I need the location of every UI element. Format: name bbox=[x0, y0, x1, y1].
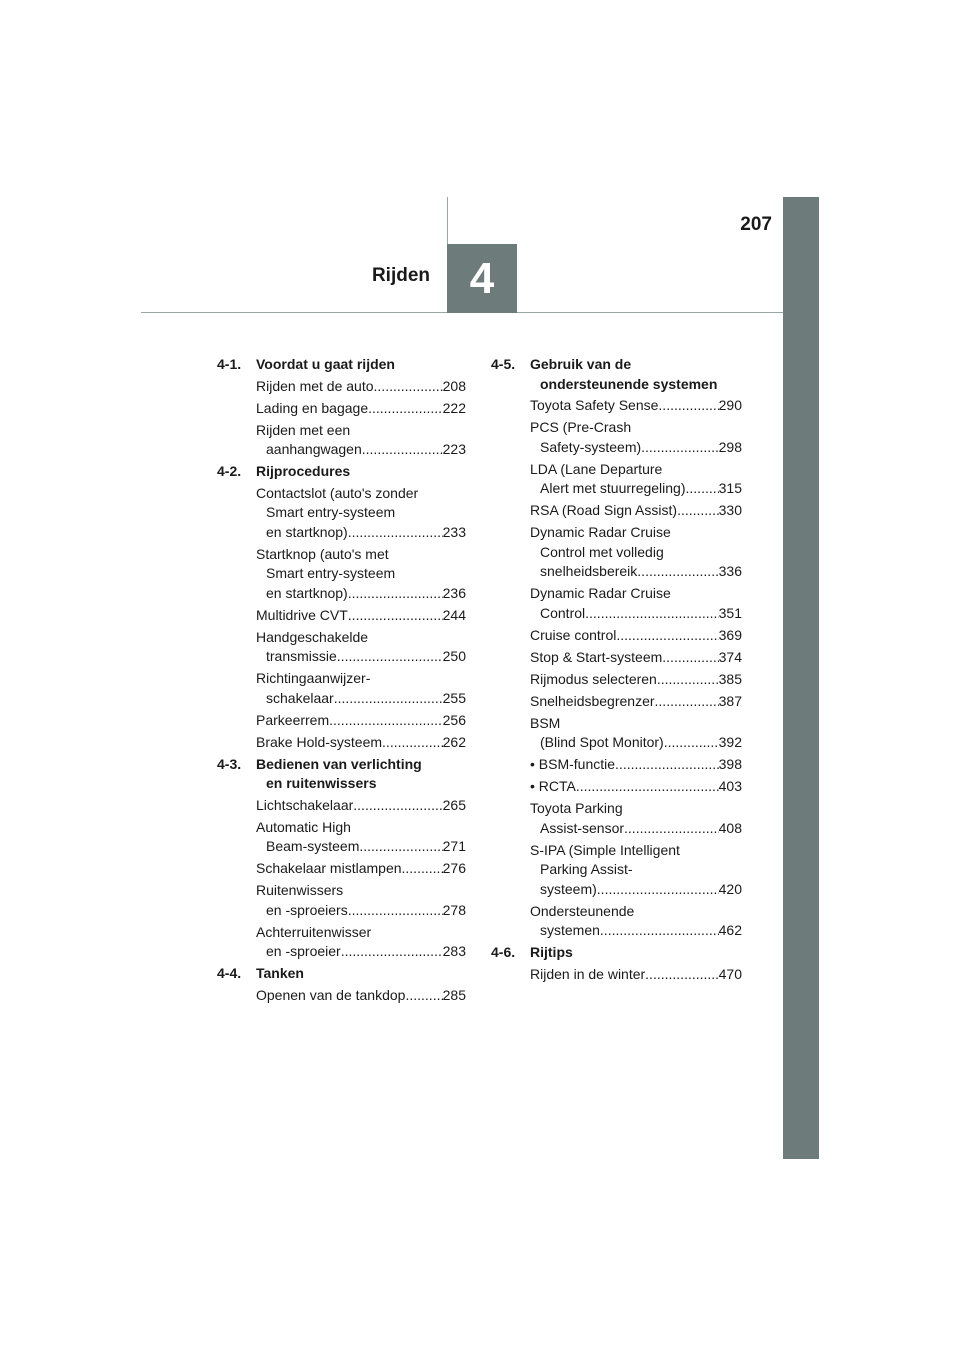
toc-entry-line bbox=[530, 880, 742, 900]
toc-entry-line bbox=[530, 819, 742, 839]
entry-page-number: 283 bbox=[442, 943, 466, 959]
chapter-title: Rijden bbox=[371, 265, 430, 286]
toc-entry[interactable] bbox=[256, 733, 466, 753]
toc-entry[interactable] bbox=[530, 584, 742, 623]
entry-text: Rijmodus selecteren bbox=[530, 670, 657, 687]
toc-entry-line bbox=[530, 755, 742, 775]
entry-text: en -sproeier bbox=[266, 943, 341, 959]
entry-page-number: 250 bbox=[442, 648, 466, 664]
toc-section-heading bbox=[217, 755, 466, 794]
toc-entry-line bbox=[530, 501, 742, 521]
chapter-side-tab bbox=[783, 197, 819, 1159]
dot-leader bbox=[353, 796, 442, 816]
toc-entry-line bbox=[256, 377, 466, 397]
toc-section-heading bbox=[217, 355, 466, 375]
toc-entry-line bbox=[530, 777, 742, 797]
toc-entry[interactable] bbox=[256, 881, 466, 920]
entry-text: Cruise control bbox=[530, 626, 617, 643]
toc-entry-line bbox=[256, 733, 466, 753]
dot-leader bbox=[368, 399, 443, 419]
entry-text: Ondersteunende bbox=[530, 902, 635, 919]
section-title bbox=[530, 355, 742, 394]
toc-entry[interactable] bbox=[256, 399, 466, 419]
dot-leader bbox=[637, 562, 718, 582]
entry-page-number: 255 bbox=[442, 689, 466, 706]
toc-entry-line bbox=[530, 921, 742, 941]
entry-text: • RCTA bbox=[530, 778, 576, 794]
entry-text: Toyota Parking bbox=[530, 800, 623, 816]
toc-entry[interactable] bbox=[530, 755, 742, 775]
dot-leader bbox=[677, 501, 719, 521]
dot-leader bbox=[597, 880, 719, 900]
dot-leader bbox=[616, 626, 718, 646]
entry-page-number: 233 bbox=[442, 523, 466, 540]
toc-entry-line bbox=[530, 648, 742, 668]
section-title-line: Bedienen van verlichting bbox=[256, 755, 422, 772]
entry-text: • BSM-functie bbox=[530, 756, 616, 772]
entry-page-number: 276 bbox=[442, 860, 466, 876]
toc-entry[interactable] bbox=[256, 818, 466, 857]
section-title-line: Gebruik van de bbox=[530, 356, 632, 372]
entry-page-number: 265 bbox=[442, 796, 466, 813]
toc-entry-line bbox=[256, 689, 466, 709]
toc-entry-line bbox=[256, 399, 466, 419]
entry-text: Rijden met een bbox=[256, 421, 351, 438]
dot-leader bbox=[662, 648, 718, 668]
toc-section-heading bbox=[491, 355, 742, 394]
toc-entry-line bbox=[256, 647, 466, 667]
entry-text: RSA (Road Sign Assist) bbox=[530, 502, 678, 518]
entry-page-number: 398 bbox=[718, 756, 742, 772]
entry-text: Control bbox=[540, 604, 586, 621]
toc-entry-line bbox=[256, 837, 466, 857]
entry-text: Snelheidsbegrenzer bbox=[530, 692, 655, 709]
entry-page-number: 223 bbox=[442, 441, 466, 457]
section-title-line: Tanken bbox=[256, 965, 304, 981]
dot-leader bbox=[600, 921, 719, 941]
toc-entry-line bbox=[530, 479, 742, 499]
entry-text: systemen bbox=[540, 922, 600, 938]
entry-page-number: 374 bbox=[718, 648, 742, 665]
section-title-line: ondersteunende systemen bbox=[540, 375, 718, 392]
toc-entry-line bbox=[256, 942, 466, 962]
toc-entry[interactable] bbox=[530, 460, 742, 499]
entry-text: en -sproeiers bbox=[266, 901, 348, 918]
dot-leader bbox=[615, 755, 719, 775]
entry-page-number: 387 bbox=[718, 692, 742, 709]
toc-entry-line bbox=[530, 396, 742, 416]
entry-page-number: 222 bbox=[442, 399, 466, 416]
entry-text: Ruitenwissers bbox=[256, 882, 344, 898]
entry-text: Richtingaanwijzer- bbox=[256, 670, 371, 686]
toc-entry[interactable] bbox=[256, 923, 466, 962]
dot-leader bbox=[576, 777, 719, 797]
dot-leader bbox=[334, 689, 443, 709]
dot-leader bbox=[686, 479, 719, 499]
entry-text: Assist-sensor bbox=[540, 819, 625, 836]
entry-text: aanhangwagen bbox=[266, 441, 362, 457]
toc-entry[interactable] bbox=[530, 841, 742, 900]
toc-entry[interactable] bbox=[530, 523, 742, 582]
section-number: 4-4. bbox=[217, 965, 242, 981]
dot-leader bbox=[658, 396, 718, 416]
entry-text: Dynamic Radar Cruise bbox=[530, 585, 671, 601]
toc-entry-line bbox=[256, 523, 466, 543]
toc-entry[interactable] bbox=[530, 670, 742, 690]
entry-text: Brake Hold-systeem bbox=[256, 733, 383, 750]
entry-text: Automatic High bbox=[256, 818, 351, 835]
dot-leader bbox=[664, 733, 719, 753]
entry-page-number: 351 bbox=[718, 604, 742, 621]
entry-page-number: 408 bbox=[718, 819, 742, 836]
dot-leader bbox=[657, 670, 719, 690]
dot-leader bbox=[374, 377, 443, 397]
entry-text: Lading en bagage bbox=[256, 399, 369, 416]
entry-text: Toyota Safety Sense bbox=[530, 397, 659, 413]
entry-page-number: 244 bbox=[442, 606, 466, 623]
toc-entry-line bbox=[530, 562, 742, 582]
section-title bbox=[256, 755, 466, 794]
section-title-line: Voordat u gaat rijden bbox=[256, 356, 395, 372]
toc-entry-line bbox=[530, 692, 742, 712]
entry-text: systeem) bbox=[540, 880, 597, 897]
entry-text: LDA (Lane Departure bbox=[530, 460, 663, 477]
toc-entry[interactable] bbox=[530, 902, 742, 941]
entry-page-number: 385 bbox=[718, 670, 742, 687]
entry-page-number: 336 bbox=[718, 563, 742, 579]
section-title-line: Rijtips bbox=[530, 944, 573, 960]
section-title bbox=[256, 964, 466, 984]
dot-leader bbox=[362, 440, 443, 460]
entry-page-number: 285 bbox=[442, 986, 466, 1003]
dot-leader bbox=[655, 692, 719, 712]
entry-text: Startknop (auto's met bbox=[256, 545, 389, 562]
entry-page-number: 315 bbox=[718, 480, 742, 496]
entry-text: Smart entry-systeem bbox=[266, 504, 396, 520]
toc-left-column bbox=[217, 355, 466, 1008]
toc-entry-line bbox=[530, 733, 742, 753]
entry-page-number: 298 bbox=[718, 438, 742, 455]
toc-entry[interactable] bbox=[256, 986, 466, 1006]
entry-text: Safety-systeem) bbox=[540, 438, 642, 455]
toc-entry[interactable] bbox=[530, 692, 742, 712]
entry-text: en startknop) bbox=[266, 584, 348, 601]
entry-text: Dynamic Radar Cruise bbox=[530, 524, 671, 540]
entry-text: Rijden met de auto bbox=[256, 377, 374, 394]
toc-entry[interactable] bbox=[256, 796, 466, 816]
toc-entry[interactable] bbox=[256, 711, 466, 731]
entry-text: PCS (Pre-Crash bbox=[530, 419, 632, 435]
page-number: 207 bbox=[740, 214, 772, 235]
toc-entry[interactable] bbox=[256, 606, 466, 626]
toc-entry-line bbox=[256, 584, 466, 604]
dot-leader bbox=[359, 837, 442, 857]
section-title-line: Rijprocedures bbox=[256, 463, 351, 479]
toc-entry[interactable] bbox=[256, 628, 466, 667]
toc-entry[interactable] bbox=[530, 501, 742, 521]
toc-section-heading bbox=[491, 943, 742, 963]
entry-page-number: 271 bbox=[442, 838, 466, 854]
entry-page-number: 470 bbox=[718, 965, 742, 982]
toc-entry-line bbox=[256, 859, 466, 879]
dot-leader bbox=[348, 584, 443, 604]
dot-leader bbox=[337, 647, 443, 667]
entry-text: Multidrive CVT bbox=[256, 606, 348, 623]
toc-entry[interactable] bbox=[256, 377, 466, 397]
entry-page-number: 330 bbox=[718, 502, 742, 518]
dot-leader bbox=[645, 965, 718, 985]
toc-entry[interactable] bbox=[256, 484, 466, 543]
toc-entry[interactable] bbox=[530, 714, 742, 753]
dot-leader bbox=[641, 438, 719, 458]
section-number: 4-5. bbox=[491, 356, 516, 372]
entry-text: Control met volledig bbox=[540, 543, 664, 560]
toc-entry[interactable] bbox=[530, 626, 742, 646]
toc-entry[interactable] bbox=[530, 777, 742, 797]
toc-entry-line bbox=[256, 796, 466, 816]
toc-entry-line bbox=[256, 986, 466, 1006]
entry-text: Beam-systeem bbox=[266, 838, 360, 854]
entry-text: Openen van de tankdop bbox=[256, 986, 406, 1003]
entry-page-number: 462 bbox=[718, 922, 742, 938]
section-number: 4-1. bbox=[217, 356, 242, 372]
toc-entry-line bbox=[530, 604, 742, 624]
toc-entry-line bbox=[530, 626, 742, 646]
section-number: 4-6. bbox=[491, 944, 516, 960]
entry-text: Parking Assist- bbox=[540, 861, 633, 877]
toc-entry[interactable] bbox=[256, 421, 466, 460]
entry-text: Alert met stuurregeling) bbox=[540, 480, 686, 496]
chapter-number-box: 4 bbox=[447, 244, 517, 313]
entry-page-number: 290 bbox=[718, 397, 742, 413]
entry-text: Handgeschakelde bbox=[256, 628, 369, 645]
toc-entry-line bbox=[256, 901, 466, 921]
dot-leader bbox=[341, 942, 443, 962]
dot-leader bbox=[402, 859, 443, 879]
toc-entry[interactable] bbox=[256, 545, 466, 604]
dot-leader bbox=[405, 986, 442, 1006]
toc-entry[interactable] bbox=[530, 648, 742, 668]
entry-page-number: 420 bbox=[718, 880, 742, 897]
section-number: 4-3. bbox=[217, 755, 242, 772]
toc-entry[interactable] bbox=[256, 859, 466, 879]
toc-entry-line bbox=[256, 606, 466, 626]
entry-page-number: 208 bbox=[442, 377, 466, 394]
entry-page-number: 403 bbox=[718, 778, 742, 794]
toc-section-heading bbox=[217, 964, 466, 984]
entry-text: (Blind Spot Monitor) bbox=[540, 734, 664, 750]
entry-text: Achterruitenwisser bbox=[256, 923, 372, 940]
toc-entry[interactable] bbox=[530, 418, 742, 457]
entry-page-number: 392 bbox=[718, 734, 742, 750]
entry-page-number: 278 bbox=[442, 901, 466, 918]
entry-text: transmissie bbox=[266, 648, 337, 664]
entry-page-number: 369 bbox=[718, 626, 742, 643]
toc-entry-line bbox=[530, 438, 742, 458]
entry-text: Schakelaar mistlampen bbox=[256, 860, 402, 876]
dot-leader bbox=[585, 604, 719, 624]
entry-text: Smart entry-systeem bbox=[266, 565, 396, 581]
section-title bbox=[256, 462, 466, 482]
toc-entry[interactable] bbox=[256, 669, 466, 708]
dot-leader bbox=[348, 901, 443, 921]
entry-page-number: 236 bbox=[442, 584, 466, 601]
toc-entry[interactable] bbox=[530, 396, 742, 416]
toc-entry[interactable] bbox=[530, 799, 742, 838]
toc-entry-line bbox=[530, 670, 742, 690]
dot-leader bbox=[348, 606, 443, 626]
section-title-line: en ruitenwissers bbox=[266, 775, 377, 791]
entry-text: Lichtschakelaar bbox=[256, 796, 354, 813]
dot-leader bbox=[348, 523, 443, 543]
dot-leader bbox=[624, 819, 719, 839]
entry-text: schakelaar bbox=[266, 689, 334, 706]
entry-text: Contactslot (auto's zonder bbox=[256, 484, 419, 501]
toc-entry-line bbox=[256, 440, 466, 460]
entry-text: S-IPA (Simple Intelligent bbox=[530, 841, 680, 858]
entry-page-number: 262 bbox=[442, 733, 466, 750]
entry-text: BSM bbox=[530, 714, 561, 731]
toc-section-heading bbox=[217, 462, 466, 482]
section-title bbox=[256, 355, 466, 375]
entry-text: snelheidsbereik bbox=[540, 563, 638, 579]
toc-right-column bbox=[491, 355, 742, 987]
dot-leader bbox=[329, 711, 443, 731]
entry-text: Parkeerrem bbox=[256, 711, 330, 728]
toc-entry-line bbox=[530, 965, 742, 985]
entry-page-number: 256 bbox=[442, 711, 466, 728]
toc-entry[interactable] bbox=[530, 965, 742, 985]
dot-leader bbox=[382, 733, 443, 753]
section-title bbox=[530, 943, 742, 963]
entry-text: Stop & Start-systeem bbox=[530, 648, 663, 665]
entry-text: Rijden in de winter bbox=[530, 965, 646, 982]
toc-entry-line bbox=[256, 711, 466, 731]
header-vertical-rule bbox=[447, 197, 448, 244]
section-number: 4-2. bbox=[217, 463, 242, 479]
entry-text: en startknop) bbox=[266, 523, 348, 540]
